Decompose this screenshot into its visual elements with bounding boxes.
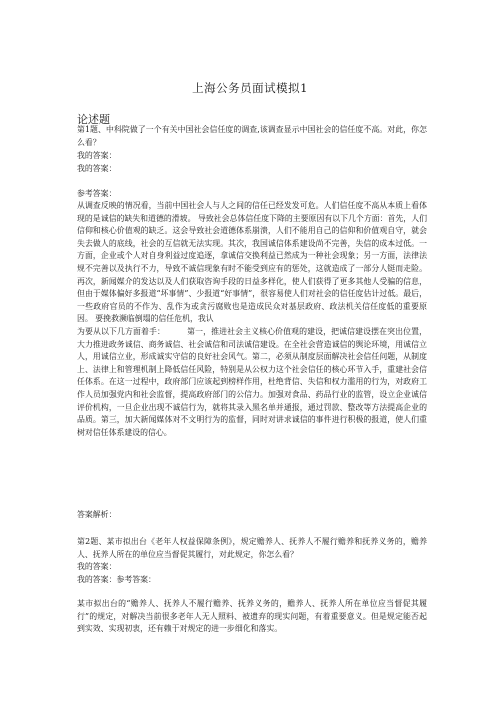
- question-1-answer-label: 我的答案：: [77, 151, 117, 160]
- question-2-answer-label: 我的答案：: [77, 562, 117, 571]
- reference-text-part-2: 为要从以下几方面着手：: [77, 326, 165, 336]
- section-heading: 论述题: [77, 113, 110, 126]
- question-2-answer-reference-label: 我的答案：参考答案：: [77, 575, 156, 584]
- question-1-analysis-label: 答案解析：: [77, 510, 117, 519]
- question-1-answer-label-repeat: 我的答案：: [77, 164, 117, 173]
- question-1-reference-label: 参考答案：: [77, 189, 117, 198]
- reference-text-part-1: 从调查反映的情况看，当前中国社会人与人之间的信任已经发发可危。人们信任度不高从本质上看体现的是诚信的缺失和道德的滑坡。 导致社会总体信任度下降的主要原因有以下几个方面：首先，人们信仰和核心价值观的缺乏。这会导致社会道德体系崩溃，人们不能用自己的信仰和价值观自守，就会失去做人的底线，社会的互信就无法实现。其次，我国诚信体系建设尚不完善，失信的成本过低。一方面，企业或个人对自身利益过度追逐，拿诚信交换利益已然成为一种社会现象；另一方面，法律法规不完善以及执行不力，导致不诚信现象有时不能受到应有的惩处，这就造成了一部分人铤而走险。再次，新闻媒介的发达以及人们获取咨询手段的日益多样化，使人们获得了更多其他人受骗的信息，但由于媒体偏好多报道“坏事情”、少报道“好事情”，很容易使人们对社会的信任度估计过低。最后，一些政府官员的不作为、乱作为或贪污腐败也是造成民众对基层政府、政法机关信任度低的重要原因。 要挽救濒临倒塌的信任危机，我认: [77, 201, 427, 324]
- question-2-prompt: 第2题、某市拟出台《老年人权益保障条例》，规定赡养人、抚养人不履行赡养和抚养义务的，赡养人、抚养人所在的单位应当督促其履行，对此规定，你怎么看？: [77, 537, 427, 559]
- question-1-reference-answer: [77, 200, 427, 439]
- question-2-reference-answer: 某市拟出台的“赡养人、抚养人不履行赡养、抚养义务的，赡养人、抚养人所在单位应当督促其履行”的规定，对解决当前很多老年人无人照料、被遗弃的现实问题，有着重要意义。但是规定能否起到实效、实现初衷，还有赖于对规定的进一步细化和落实。: [77, 599, 427, 634]
- document-title: 上海公务员面试模拟1: [192, 81, 308, 95]
- reference-text-part-3: 第一，推进社会主义核心价值观的建设，把诚信建设摆在突出位置，大力推进政务诚信、商务诚信、社会诚信和司法诚信建设。在全社会营造诚信的舆论环境，用诚信立人，用诚信立业，形成诚实守信的良好社会风气。第二，必须从制度层面解决社会信任问题，从制度上、法律上和管理机制上降低信任风险，特别是从公权力这个社会信任的核心环节入手，重建社会信任体系。在这一过程中，政府部门应该起到榜样作用，杜绝背信、失信和权力滥用的行为，对政府工作人员加强党内和社会监督，提高政府部门的公信力。加强对食品、药品行业的监管，设立企业诚信评价机构，一旦企业出现不诚信行为，就将其录入黑名单并通报，通过罚款、整改等方法提高企业的品质。第三，加大新闻媒体对不文明行为的监督，同时对讲求诚信的事件进行积极的报道，使人们重树对信任体系建设的信心。: [77, 326, 427, 437]
- question-1-prompt: 第1题、中科院做了一个有关中国社会信任度的调查,该调查显示中国社会的信任度不高。对此，你怎么看？: [77, 125, 427, 147]
